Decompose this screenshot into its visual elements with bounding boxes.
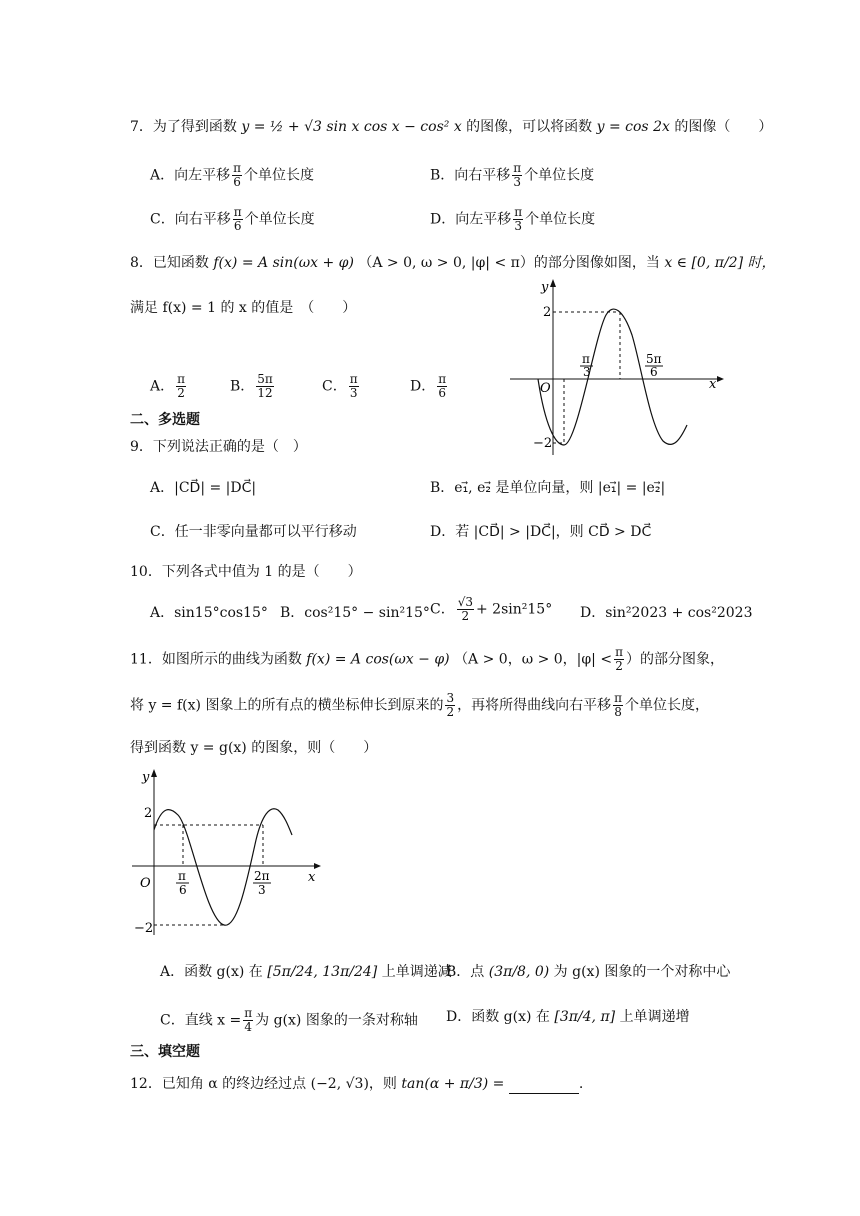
q9-option-b: B．e₁⃗, e₂⃗ 是单位向量，则 |e₁⃗| = |e₂⃗| bbox=[430, 480, 666, 496]
q9-option-a: A．|CD⃗| = |DC⃗| bbox=[150, 480, 257, 496]
q11-option-a: A．函数 g(x) 在 [5π/24, 13π/24] 上单调递减 bbox=[160, 964, 452, 980]
q11-option-d: D．函数 g(x) 在 [3π/4, π] 上单调递增 bbox=[446, 1009, 690, 1025]
q7-option-a: A．向左平移 $\frac{\pi}{6}$ 个单位长度 bbox=[150, 161, 315, 189]
q10-option-d: D．sin²2023 + cos²2023 bbox=[580, 605, 753, 621]
q8-origin: O bbox=[540, 381, 551, 396]
q10-option-a: A．sin15°cos15° bbox=[150, 605, 268, 621]
q8-stem-line2: 满足 f(x) = 1 的 x 的值是 （ ） bbox=[130, 300, 357, 316]
q9-option-c: C．任一非零向量都可以平行移动 bbox=[150, 524, 357, 540]
q11-stem-line1: 11．如图所示的曲线为函数 f(x) = A cos(ωx − φ) （A > 0，ω > 0，|φ| < $\frac{\pi}{2}$ ）的部分图象， bbox=[130, 645, 724, 673]
q11-y-label: y bbox=[142, 770, 150, 785]
q11-stem-line3: 得到函数 y = g(x) 的图象，则（ ） bbox=[130, 740, 378, 756]
q11-x1-num: π bbox=[178, 869, 186, 883]
q8-stem-line1: 8．已知函数 f(x) = A sin(ωx + φ) （A > 0, ω > 0, |φ| < π）的部分图像如图，当 x ∈ [0, π/2] 时， bbox=[130, 255, 776, 271]
q8-y-bottom: −2 bbox=[533, 436, 553, 451]
q7-option-b: B．向右平移 $\frac{\pi}{3}$ 个单位长度 bbox=[430, 161, 595, 189]
q11-x2-den: 3 bbox=[258, 883, 266, 897]
q8-option-d: D． $\frac{\pi}{6}$ bbox=[410, 372, 447, 400]
q8-curve bbox=[538, 309, 687, 445]
q7-option-c: C．向右平移 $\frac{\pi}{6}$ 个单位长度 bbox=[150, 205, 315, 233]
q8-x1-num: π bbox=[582, 352, 590, 366]
q11-option-b: B．点 (3π/8, 0) 为 g(x) 图象的一个对称中心 bbox=[446, 964, 731, 980]
q8-graph bbox=[505, 275, 725, 460]
q10-option-b: B．cos²15° − sin²15° bbox=[280, 605, 430, 621]
q8-y-top: 2 bbox=[543, 305, 552, 320]
q12-stem: 12．已知角 α 的终边经过点 (−2, √3)，则 tan(α + π/3) = . bbox=[130, 1076, 584, 1092]
q9-stem: 9．下列说法正确的是（ ） bbox=[130, 439, 307, 455]
q11-y-top: 2 bbox=[144, 806, 153, 821]
q11-graph bbox=[128, 765, 328, 940]
q9-option-d: D．若 |CD⃗| > |DC⃗|，则 CD⃗ > DC⃗ bbox=[430, 524, 652, 540]
q7-option-d: D．向左平移 $\frac{\pi}{3}$ 个单位长度 bbox=[430, 205, 596, 233]
q11-x2-num: 2π bbox=[254, 869, 270, 883]
q8-x2-num: 5π bbox=[646, 352, 662, 366]
q8-x2-den: 6 bbox=[650, 365, 658, 379]
q10-option-c: C． $\frac{√3}{2}$ + 2sin²15° bbox=[430, 595, 553, 623]
q11-option-c: C．直线 x = $\frac{\pi}{4}$ 为 g(x) 图象的一条对称轴 bbox=[160, 1006, 418, 1034]
q10-stem: 10．下列各式中值为 1 的是（ ） bbox=[130, 564, 362, 580]
q11-origin: O bbox=[140, 876, 151, 891]
section-multi-choice: 二、多选题 bbox=[130, 412, 200, 428]
q11-y-bottom: −2 bbox=[134, 921, 154, 936]
q12-answer-blank[interactable] bbox=[509, 1079, 579, 1094]
q11-curve bbox=[154, 809, 292, 925]
q8-option-c: C． $\frac{\pi}{3}$ bbox=[322, 372, 358, 400]
q11-x-label: x bbox=[308, 870, 316, 885]
q8-x-label: x bbox=[709, 377, 717, 392]
q11-stem-line2: 将 y = f(x) 图象上的所有点的横坐标伸长到原来的 $\frac{3}{2}$ ，再将所得曲线向右平移 $\frac{\pi}{8}$ 个单位长度， bbox=[130, 691, 709, 719]
q11-x1-den: 6 bbox=[179, 883, 187, 897]
q8-x1-den: 3 bbox=[583, 365, 591, 379]
q7-formula: y = ½ + √3 sin x cos x − cos² x bbox=[241, 119, 462, 135]
q8-option-b: B． $\frac{5\pi}{12}$ bbox=[230, 372, 273, 400]
q8-option-a: A． $\frac{\pi}{2}$ bbox=[150, 372, 186, 400]
q8-y-label: y bbox=[541, 280, 549, 295]
section-fill-in: 三、填空题 bbox=[130, 1044, 200, 1060]
q7-stem: 7．为了得到函数 y = ½ + √3 sin x cos x − cos² x 的图像，可以将函数 y = cos 2x 的图像（ ） bbox=[130, 119, 773, 135]
